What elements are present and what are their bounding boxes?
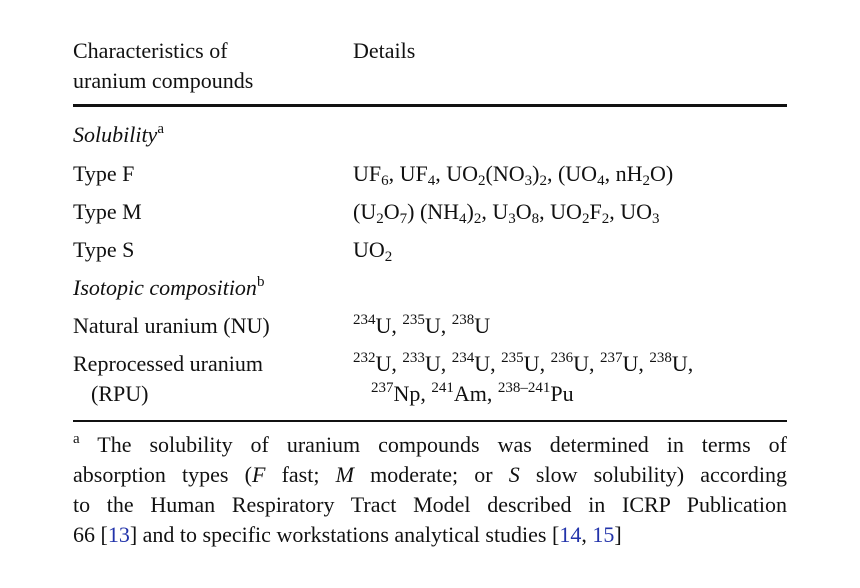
row-details: $UO_2$ bbox=[353, 237, 393, 265]
row-label-cont: (RPU) bbox=[91, 381, 149, 406]
row-details: $(U_2O_7)$ $(NH_4)_2$, $U_3O_8$, $UO_2F_2$, $UO_3$ bbox=[353, 199, 660, 227]
reference-link-14[interactable]: 14 bbox=[559, 522, 582, 547]
header-characteristics: Characteristics of uranium compounds bbox=[73, 38, 254, 93]
footnote: $^a$ The solubility of uranium compounds was determined in terms of absorption types (F fast; M moderate; or S slow solubility) according to the Human Respiratory Tract Model described in ICRP Publication 66 [13] and to specific workstations analytical studies [14, 15] bbox=[73, 431, 787, 547]
uranium-table: Characteristics of uranium compounds Details Solubility$^a$ Type F $UF_6$, $UF_4$, $UO_2(NO_3)_2$, ($UO_4$, $nH_2O$) Type M $(U_2O_7)$ $(NH_4)_2$, $U_3O_8$, $UO_2F_2$, $UO_3$ Type S $UO_2$ Isotopic composition$^b$ Natural uranium (NU) $^{234}$U, $^{235}$U, $^{238}$U Reprocessed uranium $^{232}$U, $^{233}$U, $^{234}$U, $^{235}$U, $^{236}$U, $^{237}$U, $^{238}$U, (RPU) $^{237}$Np, $^{241}$Am, $^{238-241}$Pu $^a$ The solubility of uranium compounds was determined in terms of absorption types (F fast; M moderate; or S slow solubility) according to the Human Respiratory Tract Model described in ICRP Publication 66 [13] and to specific workstations analytical studies [14, 15] bbox=[73, 0, 787, 588]
row-details: $^{234}$U, $^{235}$U, $^{238}$U bbox=[353, 312, 491, 338]
row-details: $^{232}$U, $^{233}$U, $^{234}$U, $^{235}$U, $^{236}$U, $^{237}$U, $^{238}$U, bbox=[353, 350, 694, 376]
row-label: Type F bbox=[73, 161, 135, 186]
header-rule bbox=[73, 104, 787, 107]
row-details: $UF_6$, $UF_4$, $UO_2(NO_3)_2$, ($UO_4$, $nH_2O$) bbox=[353, 161, 674, 189]
header-details: Details bbox=[353, 38, 416, 63]
row-label: Type S bbox=[73, 237, 135, 262]
row-label: Reprocessed uranium bbox=[73, 351, 263, 376]
footer-rule bbox=[73, 420, 787, 422]
row-label: Type M bbox=[73, 199, 142, 224]
row-details-cont: $^{237}$Np, $^{241}$Am, $^{238-241}$Pu bbox=[371, 380, 574, 406]
row-label: Natural uranium (NU) bbox=[73, 313, 270, 338]
reference-link-15[interactable]: 15 bbox=[592, 522, 615, 547]
reference-link-13[interactable]: 13 bbox=[107, 522, 130, 547]
